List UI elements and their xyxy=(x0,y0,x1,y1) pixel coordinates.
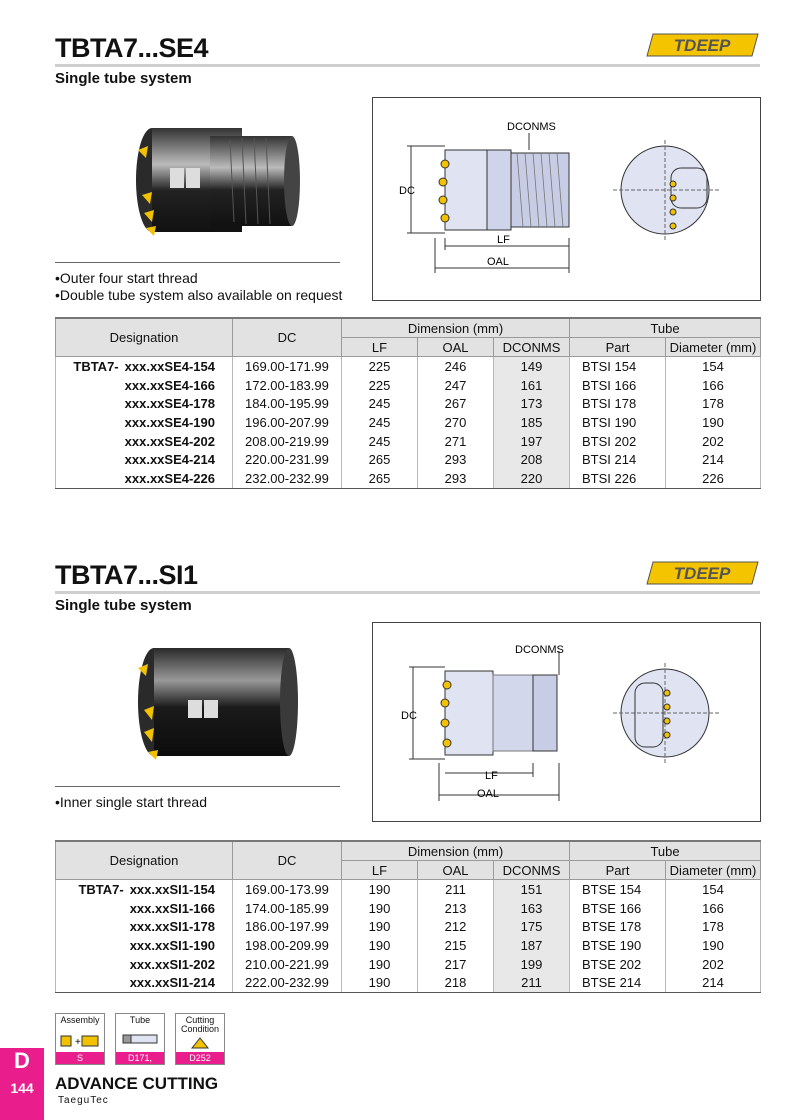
lf-cell: 190 xyxy=(342,899,418,918)
part-cell: BTSI 154 xyxy=(570,357,666,376)
lf-label: LF xyxy=(485,770,498,782)
table-row xyxy=(56,432,761,451)
dc-cell: 169.00-171.99 xyxy=(233,357,342,376)
header-designation: Designation xyxy=(56,318,233,357)
oal-cell: 267 xyxy=(418,394,494,413)
dconms-cell: 161 xyxy=(494,376,570,395)
part-cell: BTSI 226 xyxy=(570,469,666,488)
header-dconms: DCONMS xyxy=(494,338,570,357)
table-row xyxy=(56,413,761,432)
lf-cell: 225 xyxy=(342,357,418,376)
feature-item: • Double tube system also available on request xyxy=(55,287,342,304)
oal-label: OAL xyxy=(477,788,500,800)
technical-drawing xyxy=(372,97,761,301)
lf-cell: 245 xyxy=(342,413,418,432)
designation-cell: xxx.xxSI1-190 xyxy=(56,936,233,955)
dconms-label: DCONMS xyxy=(515,644,564,656)
designation-prefix: TBTA7- xyxy=(73,358,119,374)
part-cell: BTSI 190 xyxy=(570,413,666,432)
oal-cell: 218 xyxy=(418,973,494,992)
diameter-cell: 202 xyxy=(666,955,761,974)
header-dimension: Dimension (mm) xyxy=(342,841,570,861)
lf-label: LF xyxy=(497,234,510,246)
icon-code: D171, D173 xyxy=(116,1052,164,1064)
dconms-cell: 211 xyxy=(494,973,570,992)
header-tube: Tube xyxy=(570,841,761,861)
feature-item: • Inner single start thread xyxy=(55,794,207,811)
designation-cell: xxx.xxSI1-166 xyxy=(56,899,233,918)
dc-label: DC xyxy=(399,185,415,197)
section-title: TBTA7...SE4 xyxy=(55,33,209,63)
diameter-cell: 214 xyxy=(666,973,761,992)
dc-cell: 184.00-195.99 xyxy=(233,394,342,413)
divider xyxy=(55,262,340,263)
part-cell: BTSE 190 xyxy=(570,936,666,955)
designation-prefix: TBTA7- xyxy=(78,881,124,897)
icon-code: S xyxy=(56,1052,104,1064)
table-row xyxy=(56,469,761,488)
header-diameter: Diameter (mm) xyxy=(666,338,761,357)
lf-cell: 265 xyxy=(342,469,418,488)
title-rule xyxy=(55,64,760,67)
diameter-cell: 226 xyxy=(666,469,761,488)
lf-cell: 265 xyxy=(342,450,418,469)
header-lf: LF xyxy=(342,338,418,357)
dc-cell: 196.00-207.99 xyxy=(233,413,342,432)
tdeep-logo xyxy=(645,560,760,586)
part-cell: BTSI 166 xyxy=(570,376,666,395)
dc-label: DC xyxy=(401,710,417,722)
header-tube: Tube xyxy=(570,318,761,338)
section-subtitle: Single tube system xyxy=(55,597,192,614)
dconms-cell: 220 xyxy=(494,469,570,488)
header-oal: OAL xyxy=(418,861,494,880)
dc-cell: 172.00-183.99 xyxy=(233,376,342,395)
diameter-cell: 178 xyxy=(666,917,761,936)
dconms-cell: 187 xyxy=(494,936,570,955)
table-row xyxy=(56,955,761,974)
chapter-tab xyxy=(0,1048,44,1120)
dconms-cell: 199 xyxy=(494,955,570,974)
header-diameter: Diameter (mm) xyxy=(666,861,761,880)
designation-cell: xxx.xxSE4-202 xyxy=(56,432,233,451)
diameter-cell: 190 xyxy=(666,413,761,432)
table-row xyxy=(56,936,761,955)
diameter-cell: 154 xyxy=(666,357,761,376)
icon-code: D252 xyxy=(176,1052,224,1064)
lf-cell: 190 xyxy=(342,973,418,992)
header-dc: DC xyxy=(233,318,342,357)
feature-item: • Outer four start thread xyxy=(55,270,342,287)
oal-cell: 247 xyxy=(418,376,494,395)
dc-cell: 220.00-231.99 xyxy=(233,450,342,469)
section-title: TBTA7...SI1 xyxy=(55,560,198,590)
header-dconms: DCONMS xyxy=(494,861,570,880)
header-part: Part xyxy=(570,338,666,357)
lf-cell: 190 xyxy=(342,880,418,899)
dconms-cell: 185 xyxy=(494,413,570,432)
part-cell: BTSI 202 xyxy=(570,432,666,451)
oal-cell: 213 xyxy=(418,899,494,918)
designation-cell: xxx.xxSI1-178 xyxy=(56,917,233,936)
table-row xyxy=(56,450,761,469)
dconms-cell: 151 xyxy=(494,880,570,899)
header-oal: OAL xyxy=(418,338,494,357)
dconms-cell: 175 xyxy=(494,917,570,936)
dc-cell: 210.00-221.99 xyxy=(233,955,342,974)
designation-cell: xxx.xxSE4-190 xyxy=(56,413,233,432)
diameter-cell: 214 xyxy=(666,450,761,469)
part-cell: BTSE 178 xyxy=(570,917,666,936)
section-subtitle: Single tube system xyxy=(55,70,192,87)
header-dimension: Dimension (mm) xyxy=(342,318,570,338)
part-cell: BTSE 166 xyxy=(570,899,666,918)
feature-list xyxy=(55,270,342,304)
lf-cell: 225 xyxy=(342,376,418,395)
title-rule xyxy=(55,591,760,594)
table-row xyxy=(56,394,761,413)
icon-label: Assembly xyxy=(60,1015,100,1025)
table-row xyxy=(56,357,761,376)
lf-cell: 190 xyxy=(342,936,418,955)
tool-photo xyxy=(130,120,305,245)
spec-table xyxy=(55,840,761,993)
designation-cell: xxx.xxSE4-166 xyxy=(56,376,233,395)
spec-table xyxy=(55,317,761,489)
dconms-cell: 197 xyxy=(494,432,570,451)
lf-cell: 190 xyxy=(342,955,418,974)
designation-cell: xxx.xxSE4-226 xyxy=(56,469,233,488)
divider xyxy=(55,786,340,787)
tube-icon[interactable] xyxy=(115,1013,165,1075)
assembly-icon[interactable] xyxy=(55,1013,105,1065)
dc-cell: 186.00-197.99 xyxy=(233,917,342,936)
svg-text:+: + xyxy=(75,1037,81,1048)
oal-cell: 271 xyxy=(418,432,494,451)
tdeep-logo xyxy=(645,32,760,58)
icon-label: Cutting Condition xyxy=(180,1015,220,1034)
diameter-cell: 166 xyxy=(666,899,761,918)
diameter-cell: 154 xyxy=(666,880,761,899)
dconms-cell: 208 xyxy=(494,450,570,469)
lf-cell: 245 xyxy=(342,394,418,413)
diameter-cell: 166 xyxy=(666,376,761,395)
oal-cell: 211 xyxy=(418,880,494,899)
icon-label: Tube xyxy=(129,1015,151,1025)
diameter-cell: 190 xyxy=(666,936,761,955)
oal-cell: 212 xyxy=(418,917,494,936)
table-row xyxy=(56,880,761,899)
lf-cell: 245 xyxy=(342,432,418,451)
designation-cell: xxx.xxSI1-214 xyxy=(56,973,233,992)
header-dc: DC xyxy=(233,841,342,880)
dconms-label: DCONMS xyxy=(507,121,556,133)
lf-cell: 190 xyxy=(342,917,418,936)
technical-drawing xyxy=(372,622,761,822)
part-cell: BTSI 178 xyxy=(570,394,666,413)
designation-cell: xxx.xxSI1-202 xyxy=(56,955,233,974)
part-cell: BTSE 214 xyxy=(570,973,666,992)
designation-value: xxx.xxSI1-154 xyxy=(129,881,215,897)
diameter-cell: 202 xyxy=(666,432,761,451)
oal-cell: 217 xyxy=(418,955,494,974)
tool-photo xyxy=(130,640,300,765)
dc-cell: 174.00-185.99 xyxy=(233,899,342,918)
chapter-letter: D xyxy=(14,1048,30,1073)
brand-logo-text: TDEEP xyxy=(673,36,731,55)
part-cell: BTSE 154 xyxy=(570,880,666,899)
dconms-cell: 149 xyxy=(494,357,570,376)
dc-cell: 198.00-209.99 xyxy=(233,936,342,955)
brand-logo-text: TDEEP xyxy=(673,564,731,583)
oal-cell: 293 xyxy=(418,450,494,469)
footer-sub: TaeguTec xyxy=(58,1095,109,1106)
oal-cell: 246 xyxy=(418,357,494,376)
cutting-condition-icon[interactable] xyxy=(175,1013,225,1065)
designation-cell xyxy=(56,880,233,899)
designation-cell: xxx.xxSE4-214 xyxy=(56,450,233,469)
header-designation: Designation xyxy=(56,841,233,880)
oal-label: OAL xyxy=(487,256,510,268)
dc-cell: 208.00-219.99 xyxy=(233,432,342,451)
designation-cell: xxx.xxSE4-178 xyxy=(56,394,233,413)
part-cell: BTSE 202 xyxy=(570,955,666,974)
part-cell: BTSI 214 xyxy=(570,450,666,469)
oal-cell: 215 xyxy=(418,936,494,955)
designation-value: xxx.xxSE4-154 xyxy=(124,358,215,374)
table-row xyxy=(56,973,761,992)
dconms-cell: 163 xyxy=(494,899,570,918)
oal-cell: 270 xyxy=(418,413,494,432)
header-lf: LF xyxy=(342,861,418,880)
table-row xyxy=(56,899,761,918)
table-row xyxy=(56,376,761,395)
dc-cell: 222.00-232.99 xyxy=(233,973,342,992)
dc-cell: 169.00-173.99 xyxy=(233,880,342,899)
header-part: Part xyxy=(570,861,666,880)
page-number: 144 xyxy=(10,1080,34,1096)
dc-cell: 232.00-232.99 xyxy=(233,469,342,488)
diameter-cell: 178 xyxy=(666,394,761,413)
oal-cell: 293 xyxy=(418,469,494,488)
feature-list xyxy=(55,794,207,811)
table-row xyxy=(56,917,761,936)
designation-cell xyxy=(56,357,233,376)
dconms-cell: 173 xyxy=(494,394,570,413)
footer-brand: ADVANCE CUTTING xyxy=(55,1074,219,1093)
